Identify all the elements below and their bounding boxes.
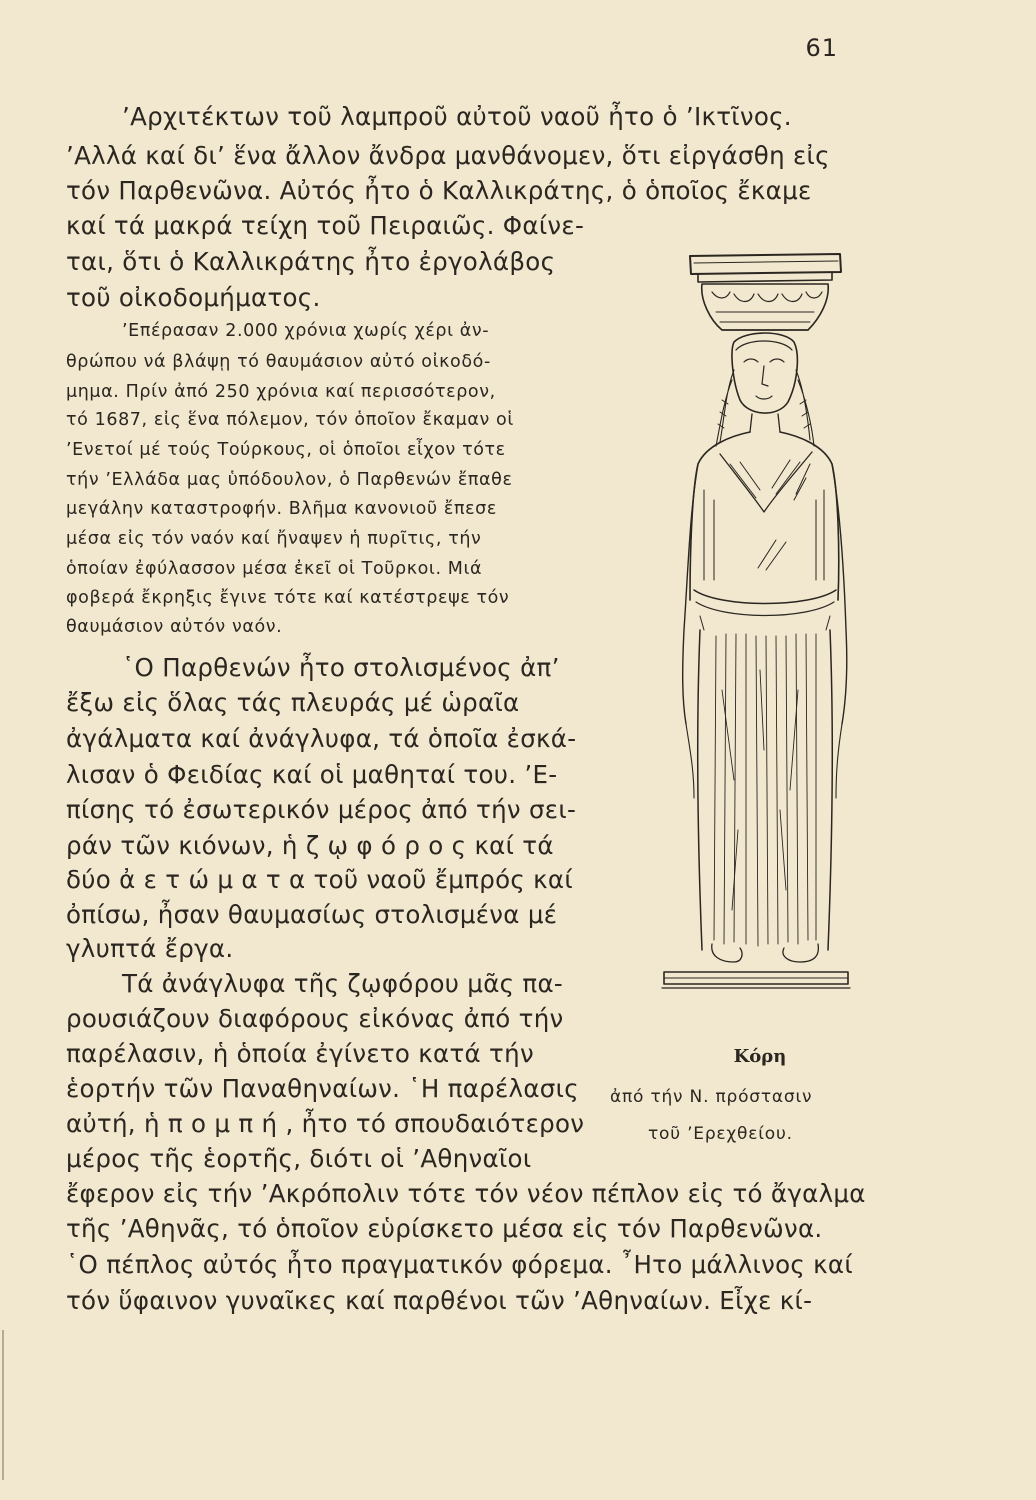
small-print-line: τό 1687, εἰς ἕνα πόλεμον, τόν ὁποῖον ἔκαμαν οἱ xyxy=(66,410,514,430)
figure-caption-title: Κόρη xyxy=(733,1046,787,1067)
text-line: τόν Παρθενῶνα. Αὐτός ἦτο ὁ Καλλικράτης, ὁ ὁποῖος ἔκαμε xyxy=(66,176,812,205)
caryatid-illustration xyxy=(660,250,852,1010)
text-line: γλυπτά ἔργα. xyxy=(66,934,234,963)
page-number: 61 xyxy=(805,34,838,62)
text-line: ’Αρχιτέκτων τοῦ λαμπροῦ αὐτοῦ ναοῦ ἦτο ὁ ’Ικτῖνος. xyxy=(122,102,792,131)
small-print-line: μεγάλην καταστροφήν. Βλῆμα κανονιοῦ ἔπεσε xyxy=(66,499,497,519)
text-line: πίσης τό ἐσωτερικόν μέρος ἀπό τήν σει- xyxy=(66,795,577,824)
text-line: δύο ἀ ε τ ώ μ α τ α τοῦ ναοῦ ἔμπρός καί xyxy=(66,865,573,894)
text-line: τοῦ οἰκοδομήματος. xyxy=(66,283,321,312)
text-line: ρουσιάζουν διαφόρους εἰκόνας ἀπό τήν xyxy=(66,1004,564,1033)
text-line: ῾Ο πέπλος αὐτός ἦτο πραγματικόν φόρεμα. ῏Ητο μάλλινος καί xyxy=(66,1250,853,1279)
small-print-line: μέσα εἰς τόν ναόν καί ἤναψεν ἡ πυρῖτις, τήν xyxy=(66,529,482,549)
binding-edge xyxy=(2,1330,4,1480)
text-line: ράν τῶν κιόνων, ἡ ζ ῳ φ ό ρ ο ς καί τά xyxy=(66,831,554,860)
text-line: ’Αλλά καί δι’ ἕνα ἄλλον ἄνδρα μανθάνομεν, ὅτι εἰργάσθη εἰς xyxy=(66,141,830,170)
text-line: τῆς ’Αθηνᾶς, τό ὁποῖον εὑρίσκετο μέσα εἰς τόν Παρθενῶνα. xyxy=(66,1214,823,1243)
small-print-line: θαυμάσιον αὐτόν ναόν. xyxy=(66,617,283,637)
small-print-line: μημα. Πρίν ἀπό 250 χρόνια καί περισσότερον, xyxy=(66,382,496,402)
text-line: καί τά μακρά τείχη τοῦ Πειραιῶς. Φαίνε- xyxy=(66,211,585,240)
text-line: αὐτή, ἡ π ο μ π ή , ἦτο τό σπουδαιότερον xyxy=(66,1109,585,1138)
small-print-line: ’Επέρασαν 2.000 χρόνια χωρίς χέρι ἀν- xyxy=(122,321,490,341)
text-line: τόν ὕφαινον γυναῖκες καί παρθένοι τῶν ’Αθηναίων. Εἶχε κί- xyxy=(66,1286,813,1315)
text-line: μέρος τῆς ἑορτῆς, διότι οἱ ’Αθηναῖοι xyxy=(66,1144,532,1173)
text-line: ῾Ο Παρθενών ἦτο στολισμένος ἀπ’ xyxy=(122,653,560,682)
text-line: ὀπίσω, ἦσαν θαυμασίως στολισμένα μέ xyxy=(66,900,558,929)
text-line: ἀγάλματα καί ἀνάγλυφα, τά ὁποῖα ἐσκά- xyxy=(66,724,577,753)
text-line: ἑορτήν τῶν Παναθηναίων. ῾Η παρέλασις xyxy=(66,1074,579,1103)
figure-caption-line: ἀπό τήν Ν. πρόστασιν xyxy=(610,1087,813,1107)
text-line: παρέλασιν, ἡ ὁποία ἐγίνετο κατά τήν xyxy=(66,1039,534,1068)
small-print-line: ὁποίαν ἐφύλασσον μέσα ἐκεῖ οἱ Τοῦρκοι. Μιά xyxy=(66,559,483,579)
text-line: ἔξω εἰς ὅλας τάς πλευράς μέ ὡραῖα xyxy=(66,688,520,717)
small-print-line: τήν ’Ελλάδα μας ὑπόδουλον, ὁ Παρθενών ἔπαθε xyxy=(66,470,513,490)
small-print-line: φοβερά ἔκρηξις ἔγινε τότε καί κατέστρεψε τόν xyxy=(66,588,510,608)
text-line: Τά ἀνάγλυφα τῆς ζῳφόρου μᾶς πα- xyxy=(122,969,564,998)
text-line: λισαν ὁ Φειδίας καί οἱ μαθηταί του. ’Ε- xyxy=(66,760,558,789)
small-print-line: ’Ενετοί μέ τούς Τούρκους, οἱ ὁποῖοι εἶχον τότε xyxy=(66,440,506,460)
text-line: ται, ὅτι ὁ Καλλικράτης ἦτο ἐργολάβος xyxy=(66,247,556,276)
figure-caption-line: τοῦ ’Ερεχθείου. xyxy=(648,1124,793,1144)
small-print-line: θρώπου νά βλάψῃ τό θαυμάσιον αὐτό οἰκοδό- xyxy=(66,352,491,372)
text-line: ἔφερον εἰς τήν ’Ακρόπολιν τότε τόν νέον πέπλον εἰς τό ἄγαλμα xyxy=(66,1179,866,1208)
